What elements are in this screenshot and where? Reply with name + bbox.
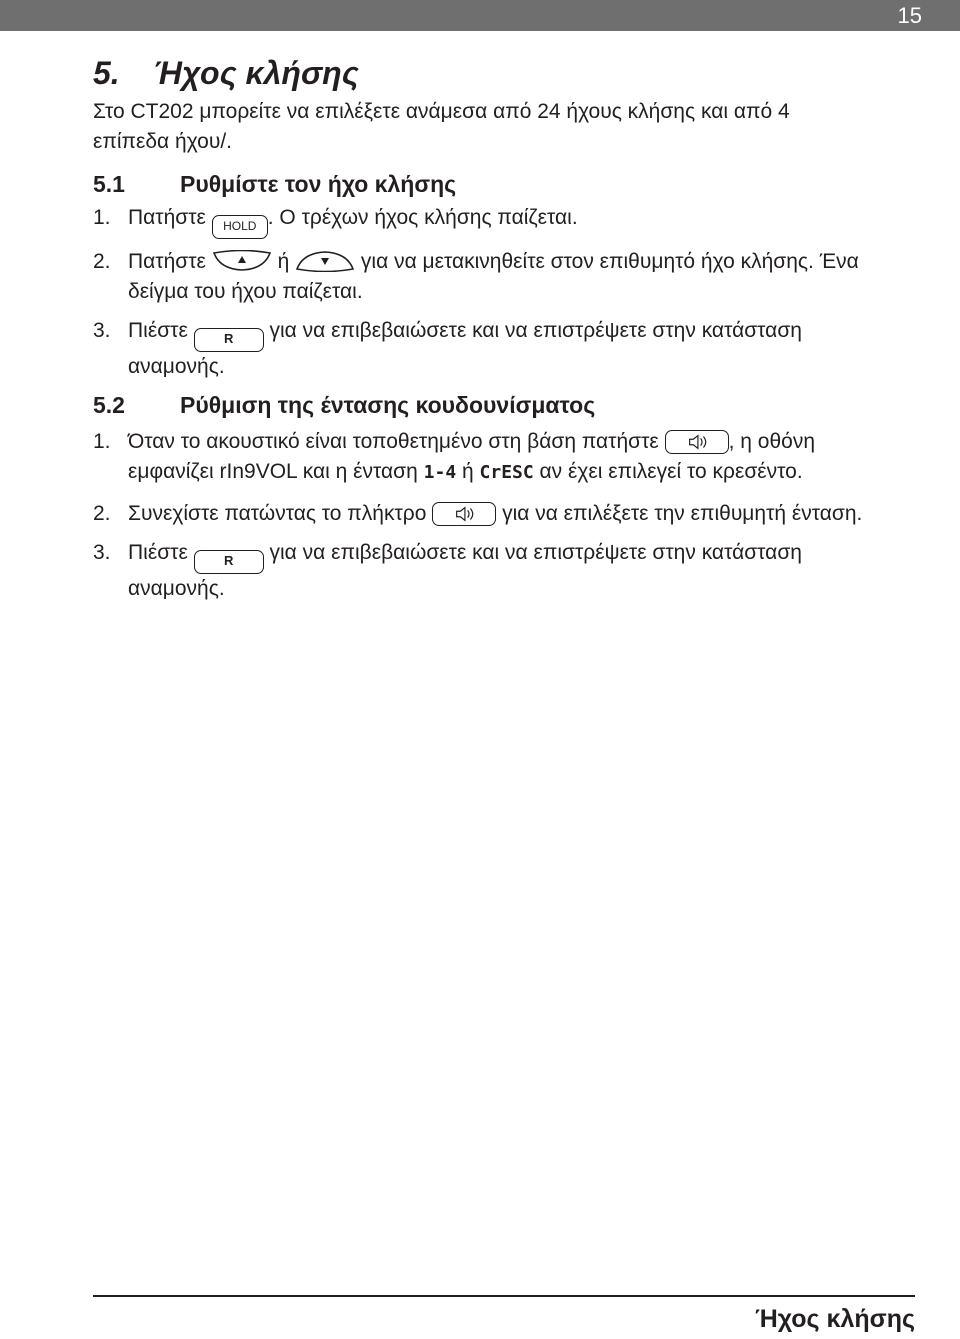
nav-down-key-icon: [295, 250, 355, 272]
chapter-title: [93, 55, 359, 92]
step-number: 3.: [93, 541, 111, 564]
r-key-icon: R: [194, 328, 264, 352]
step-text: Όταν το ακουστικό είναι τοποθετημένο στη βάση πατήστε: [128, 430, 665, 453]
hold-key-icon: HOLD: [212, 215, 268, 239]
page-number: 15: [897, 3, 922, 28]
step-text-continued: αναμονής.: [128, 577, 225, 600]
lcd-text: CrESC: [479, 462, 534, 483]
step-text-continued: αναμονής.: [128, 355, 225, 378]
step-text: για να επιβεβαιώσετε και να επιστρέψετε στην κατάσταση: [263, 319, 802, 342]
section1-step-3: [93, 316, 802, 382]
r-key-icon: R: [194, 550, 264, 574]
volume-key-icon: [665, 430, 729, 454]
section2-step-1: [93, 427, 815, 488]
step-text: Πιέστε: [128, 541, 194, 564]
step-text: , η οθόνη: [728, 430, 816, 453]
lcd-text: 1-4: [423, 462, 457, 483]
step-text: για να μετακινηθείτε στον επιθυμητό ήχο κλήσης. Ένα: [355, 250, 859, 273]
step-text: Πιέστε: [128, 319, 194, 342]
step-number: 1.: [93, 206, 111, 229]
step-number: 2.: [93, 502, 111, 525]
section-heading-2: [93, 392, 595, 419]
section-title: Ρυθμίστε τον ήχο κλήσης: [180, 171, 457, 197]
chapter-title-text: Ήχος κλήσης: [153, 55, 359, 91]
intro-paragraph: [93, 97, 790, 157]
step-text: για να επιβεβαιώσετε και να επιστρέψετε στην κατάσταση: [263, 541, 802, 564]
step-text: Πατήστε: [128, 206, 212, 229]
step-text: για να επιλέξετε την επιθυμητή ένταση.: [496, 502, 863, 525]
step-number: 3.: [93, 319, 111, 342]
nav-up-key-icon: [212, 250, 272, 272]
step-text: Συνεχίστε πατώντας το πλήκτρο: [128, 502, 433, 525]
step-text: . Ο τρέχων ήχος κλήσης παίζεται.: [267, 206, 578, 229]
section-title: Ρύθμιση της έντασης κουδουνίσματος: [180, 392, 596, 418]
header-bar: [0, 0, 960, 31]
section1-step-1: [93, 203, 578, 239]
section-heading-1: [93, 171, 456, 198]
step-text: Πατήστε: [128, 250, 212, 273]
step-text: ή: [456, 460, 480, 483]
step-text-continued: δείγμα του ήχου παίζεται.: [128, 280, 363, 303]
section1-step-2: [93, 247, 859, 307]
section2-step-3: [93, 538, 802, 604]
step-text-continued: [93, 457, 815, 488]
step-number: 1.: [93, 430, 111, 453]
section-number: 5.1: [93, 171, 125, 197]
intro-line-2: επίπεδα ήχου/.: [93, 130, 233, 153]
step-text: ή: [271, 250, 296, 273]
intro-line-1: Στο CT202 μπορείτε να επιλέξετε ανάμεσα από 24 ήχους κλήσης και από 4: [93, 100, 790, 123]
footer-chapter-label: Ήχος κλήσης: [755, 1305, 915, 1333]
step-text: αν έχει επιλεγεί το κρεσέντο.: [533, 460, 803, 483]
volume-key-icon: [432, 502, 496, 526]
step-number: 2.: [93, 250, 111, 273]
section-number: 5.2: [93, 392, 125, 418]
section2-step-2: [93, 499, 862, 529]
footer-divider: [93, 1295, 915, 1297]
step-text: εμφανίζει rIn9VOL και η ένταση: [128, 460, 424, 483]
chapter-number: 5.: [93, 55, 120, 91]
